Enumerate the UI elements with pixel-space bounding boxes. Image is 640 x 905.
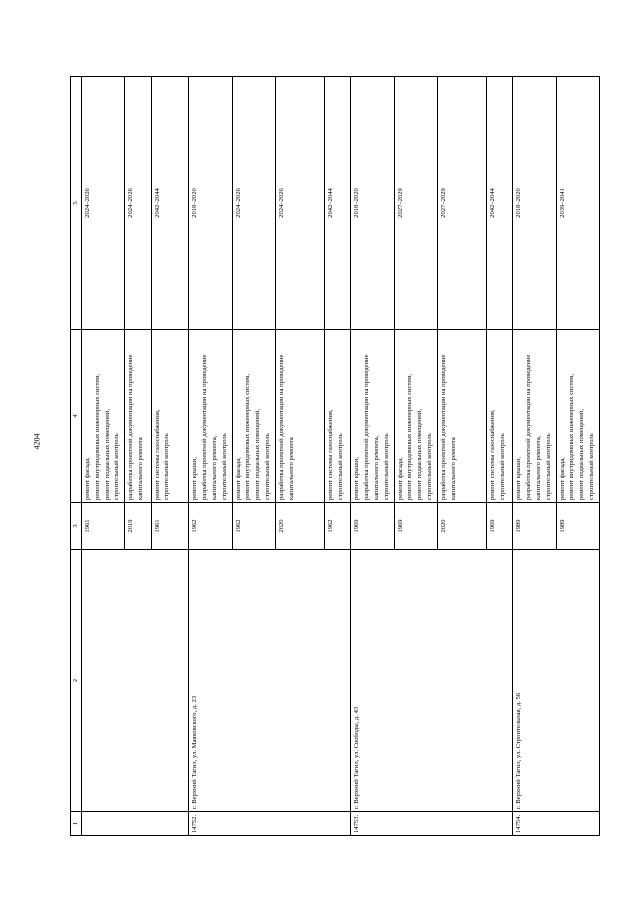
period-cell: 2018–2020: [189, 77, 232, 330]
row-number-cell: 14753.: [351, 812, 513, 836]
table-row: [351, 77, 394, 836]
work-description-cell: разработка проектной документации на проведение капитального ремонта: [275, 330, 324, 503]
address-cell: г. Верхний Тагил, ул. Свободы, д. 43: [351, 550, 513, 812]
page-number: 4204: [32, 433, 42, 450]
table-row: [81, 77, 124, 836]
row-number-cell: 14754.: [513, 812, 600, 836]
year-cell: 1962: [189, 503, 232, 550]
year-cell: 2020: [275, 503, 324, 550]
work-description-cell: ремонт системы газоснабжения, строительный контроль: [486, 330, 512, 503]
work-description-cell: ремонт фасада, ремонт внутридомовых инженерных систем, ремонт подвальных помещений, строительный контроль: [81, 330, 124, 503]
year-cell: 2020: [437, 503, 486, 550]
year-cell: 1989: [513, 503, 556, 550]
header-cell-3: 3: [71, 503, 82, 550]
work-description-cell: ремонт крыши, разработка проектной документации на проведение капитального ремонта, строительный контроль: [513, 330, 556, 503]
work-description-cell: ремонт фасада, ремонт внутридомовых инженерных систем, ремонт подвальных помещений, строительный контроль: [232, 330, 275, 503]
address-cell: г. Верхний Тагил, ул. Маяковского, д. 23: [189, 550, 351, 812]
row-number-cell: 14752.: [189, 812, 351, 836]
period-cell: 2027–2029: [394, 77, 437, 330]
year-cell: 1969: [486, 503, 512, 550]
period-cell: 2042–2044: [151, 77, 189, 330]
work-description-cell: ремонт фасада, ремонт внутридомовых инженерных систем, ремонт подвальных помещений, строительный контроль: [394, 330, 437, 503]
year-cell: 1962: [232, 503, 275, 550]
period-cell: 2024–2026: [275, 77, 324, 330]
period-cell: 2024–2026: [232, 77, 275, 330]
year-cell: 1962: [324, 503, 350, 550]
year-cell: 1989: [556, 503, 599, 550]
year-cell: 2019: [125, 503, 151, 550]
table-region: [70, 77, 600, 836]
period-cell: 2018–2020: [513, 77, 556, 330]
header-cell-4: 4: [71, 330, 82, 503]
period-cell: 2042–2044: [324, 77, 350, 330]
work-description-cell: разработка проектной документации на проведение капитального ремонта: [125, 330, 151, 503]
period-cell: 2027–2029: [437, 77, 486, 330]
row-number-cell: [81, 812, 188, 836]
year-cell: 1969: [394, 503, 437, 550]
address-cell: [81, 550, 188, 812]
table-body: [71, 77, 600, 836]
header-row: [71, 77, 82, 836]
header-cell-2: 2: [71, 550, 82, 812]
address-cell: г. Верхний Тагил, ул. Строительная, д. 56: [513, 550, 600, 812]
rotated-sheet: [70, 77, 600, 836]
period-cell: 2024–2026: [125, 77, 151, 330]
work-description-cell: ремонт крыши, разработка проектной документации на проведение капитального ремонта, строительный контроль: [189, 330, 232, 503]
year-cell: 1961: [81, 503, 124, 550]
repair-schedule-table: [70, 76, 600, 836]
year-cell: 1969: [351, 503, 394, 550]
year-cell: 1961: [151, 503, 189, 550]
table-row: [513, 77, 556, 836]
work-description-cell: ремонт фасада, ремонт внутридомовых инженерных систем, ремонт подвальных помещений, строительный контроль: [556, 330, 599, 503]
header-cell-5: 5: [71, 77, 82, 330]
work-description-cell: ремонт крыши, разработка проектной документации на проведение капитального ремонта, строительный контроль: [351, 330, 394, 503]
period-cell: 2018–2020: [351, 77, 394, 330]
work-description-cell: ремонт системы газоснабжения, строительный контроль: [324, 330, 350, 503]
table-row: [189, 77, 232, 836]
period-cell: 2024–2026: [81, 77, 124, 330]
period-cell: 2039–2041: [556, 77, 599, 330]
period-cell: 2042–2044: [486, 77, 512, 330]
work-description-cell: разработка проектной документации на проведение капитального ремонта: [437, 330, 486, 503]
header-cell-1: 1: [71, 812, 82, 836]
work-description-cell: ремонт системы газоснабжения, строительный контроль: [151, 330, 189, 503]
